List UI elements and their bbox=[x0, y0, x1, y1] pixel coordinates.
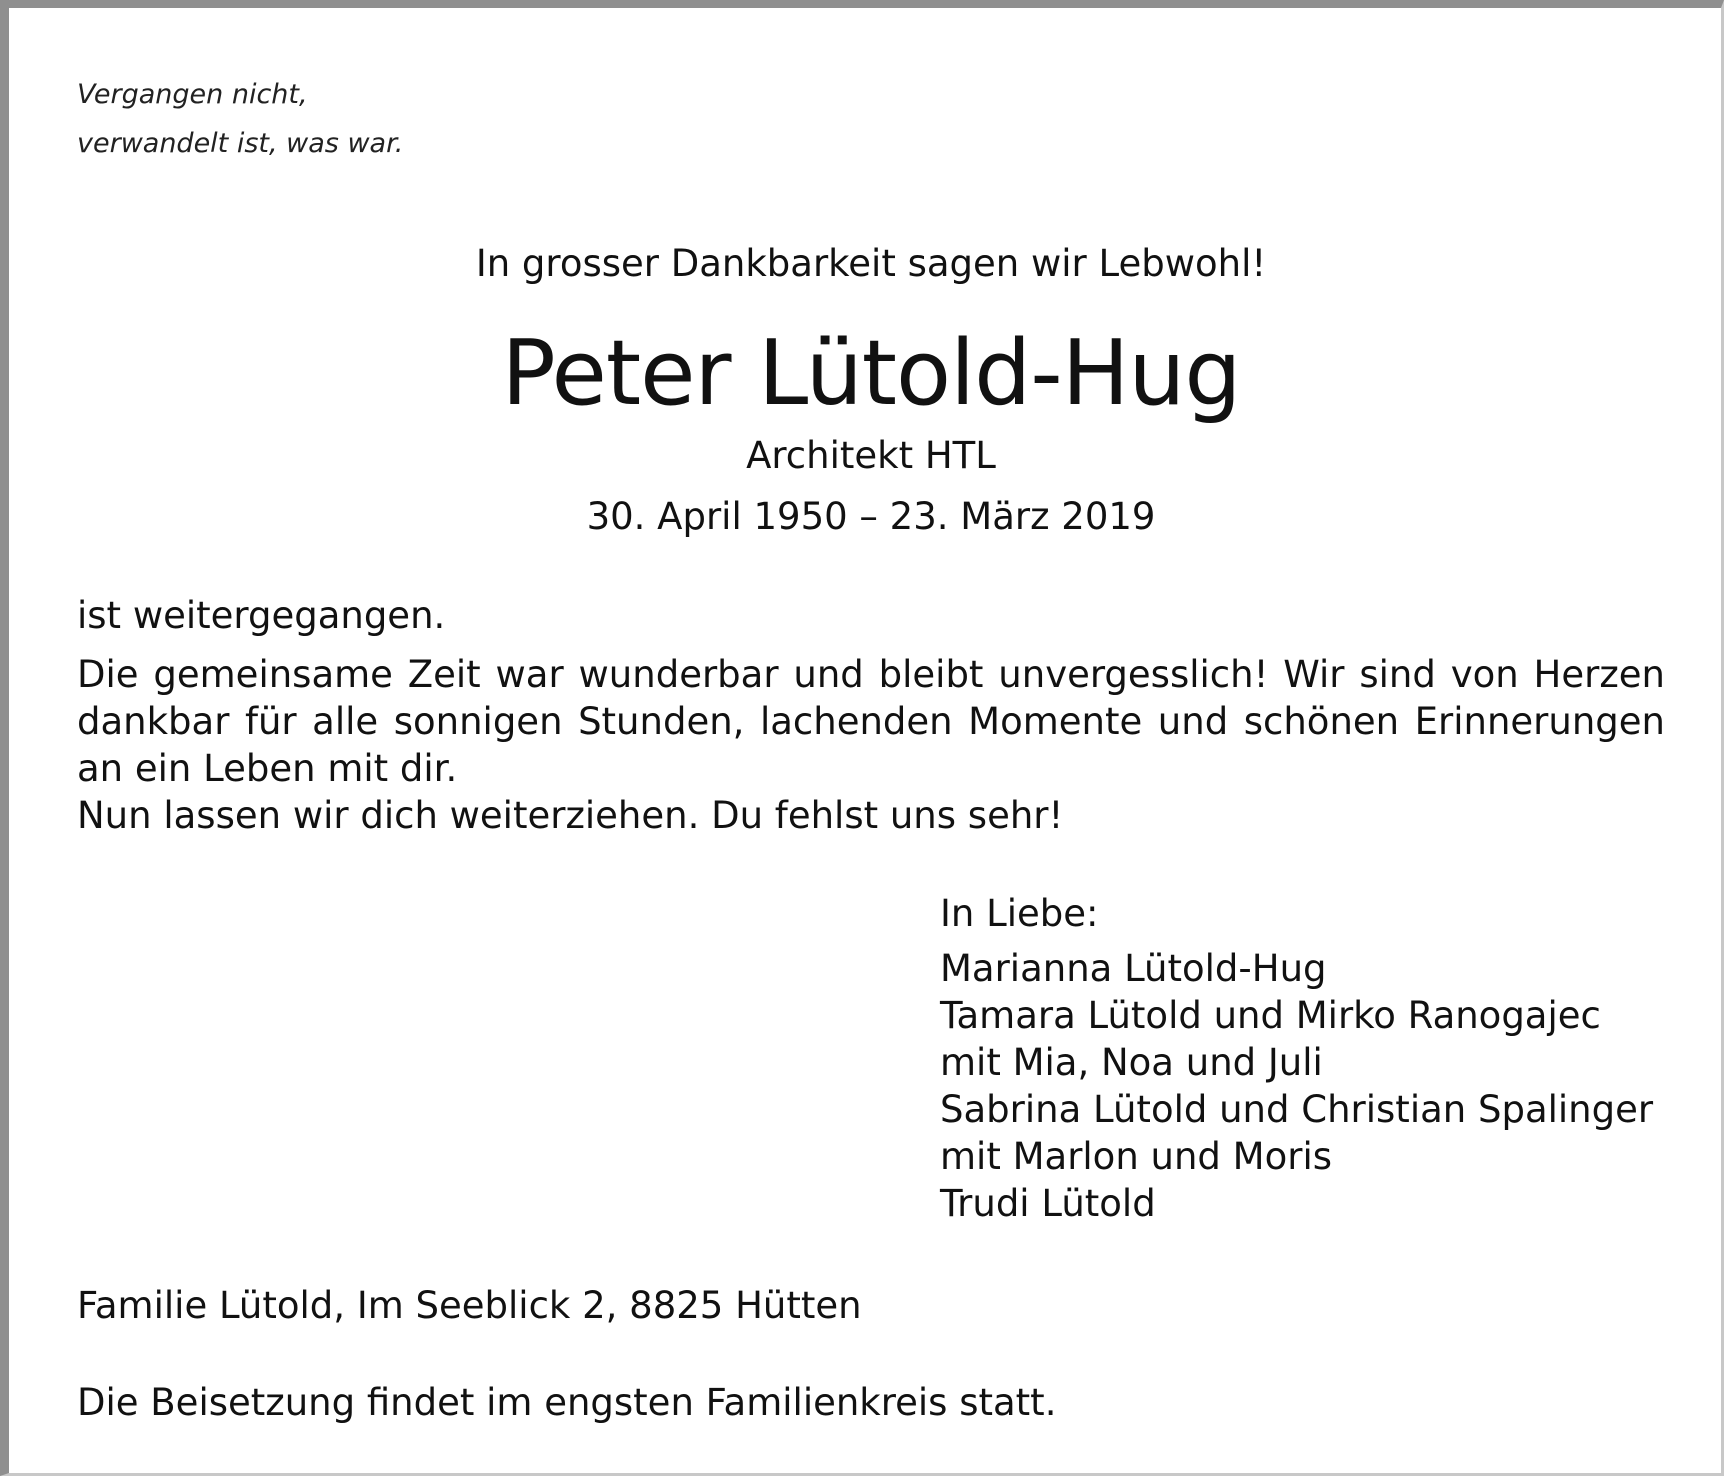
in-love-label: In Liebe: bbox=[940, 892, 1099, 935]
profession: Architekt HTL bbox=[746, 434, 996, 477]
motto-line: verwandelt ist, was war. bbox=[77, 128, 404, 159]
signoff bbox=[940, 890, 1653, 1227]
family-member: Sabrina Lütold und Christian Spalinger bbox=[940, 1088, 1654, 1131]
family-address: Familie Lütold, Im Seeblick 2, 8825 Hütten bbox=[77, 1284, 862, 1327]
intro-text: In grosser Dankbarkeit sagen wir Lebwohl! bbox=[475, 242, 1267, 285]
motto-line: Vergangen nicht, bbox=[77, 79, 308, 110]
motto bbox=[77, 70, 403, 168]
life-dates: 30. April 1950 – 23. März 2019 bbox=[586, 495, 1156, 538]
burial-note: Die Beisetzung findet im engsten Familienkreis statt. bbox=[77, 1381, 1057, 1424]
message-body bbox=[77, 592, 1665, 839]
family-member: mit Mia, Noa und Juli bbox=[940, 1041, 1323, 1084]
gone-line: ist weitergegangen. bbox=[77, 594, 446, 637]
family-member: Trudi Lütold bbox=[940, 1182, 1156, 1225]
family-member: Tamara Lütold und Mirko Ranogajec bbox=[940, 994, 1601, 1037]
family-member: Marianna Lütold-Hug bbox=[940, 947, 1327, 990]
deceased-name: Peter Lütold-Hug bbox=[501, 321, 1241, 426]
message-paragraph: Die gemeinsame Zeit war wunderbar und bleibt unvergesslich! Wir sind von Herzen dankbar für alle sonnigen Stunden, lachenden Momente und schönen Erinnerungen an ein Leben mit dir. bbox=[77, 653, 1665, 790]
family-member: mit Marlon und Moris bbox=[940, 1135, 1333, 1178]
closing-line: Nun lassen wir dich weiterziehen. Du fehlst uns sehr! bbox=[77, 794, 1064, 837]
